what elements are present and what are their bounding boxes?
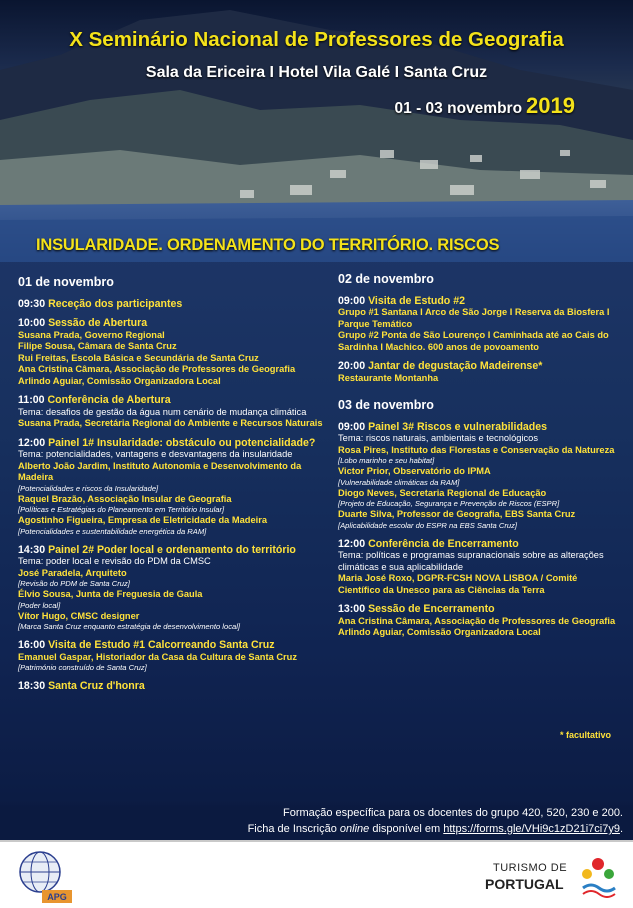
event-detail-line: [Políticas e Estratégias do Planeamento em Território Insular] bbox=[18, 505, 225, 514]
event-title-text: Santa Cruz d'honra bbox=[48, 680, 145, 692]
turismo-flower-icon bbox=[577, 854, 619, 898]
day-heading-1: 01 de novembro bbox=[18, 275, 114, 289]
registration-link[interactable]: https://forms.gle/VHi9c1zD21i7ci7y9 bbox=[443, 823, 620, 835]
event-detail-line: Alberto João Jardim, Instituto Autonomia e Desenvolvimento da Madeira bbox=[18, 460, 302, 482]
event-dates bbox=[395, 93, 575, 119]
seminar-theme: INSULARIDADE. ORDENAMENTO DO TERRITÓRIO. RISCOS bbox=[36, 236, 500, 254]
event-title bbox=[18, 680, 328, 693]
event-time: 18:30 bbox=[18, 680, 46, 692]
event-time: 09:30 bbox=[18, 297, 46, 310]
apg-logo bbox=[14, 846, 74, 906]
event-time: 14:30 bbox=[18, 543, 46, 556]
footer-logos bbox=[0, 840, 633, 908]
program-event bbox=[18, 394, 328, 430]
event-time: 09:00 bbox=[338, 420, 366, 433]
program-column-right bbox=[338, 274, 620, 646]
venue-line: Sala da Ericeira I Hotel Vila Galé I Santa Cruz bbox=[145, 64, 488, 81]
event-detail-line: Diogo Neves, Secretaria Regional de Educação bbox=[338, 487, 547, 498]
event-detail-line: Grupo #1 Santana I Arco de São Jorge I Reserva da Biosfera I Parque Temático bbox=[338, 307, 610, 329]
event-time: 20:00 bbox=[338, 360, 366, 372]
event-title-text: Conferência de Abertura bbox=[47, 394, 171, 406]
seminar-title: X Seminário Nacional de Professores de Geografia bbox=[69, 28, 564, 51]
event-detail-line: [Aplicabilidade escolar do ESPR na EBS Santa Cruz] bbox=[338, 520, 517, 530]
event-title-text: Visita de Estudo #2 bbox=[368, 294, 466, 307]
event-time: 09:00 bbox=[338, 294, 366, 307]
event-detail-line: [Vulnerabilidade climáticas da RAM] bbox=[338, 477, 460, 487]
program-event bbox=[338, 538, 620, 597]
event-title-text: Painel 1# Insularidade: obstáculo ou potencialidade? bbox=[48, 436, 316, 449]
event-title bbox=[338, 603, 620, 616]
event-detail-line: Maria José Roxo, DGPR-FCSH NOVA LISBOA / Comité Científico da Unesco para as Ciências da Terra bbox=[338, 573, 578, 595]
event-detail-line: Raquel Brazão, Associação Insular de Geografia bbox=[18, 493, 232, 504]
event-list-day-2 bbox=[338, 295, 620, 385]
event-detail-line: Tema: riscos naturais, ambientais e tecnológicos bbox=[338, 433, 538, 443]
event-title bbox=[18, 394, 328, 407]
facultativo-note: * facultativo bbox=[560, 730, 612, 740]
event-detail-line: Vítor Hugo, CMSC designer bbox=[18, 610, 140, 621]
event-title bbox=[18, 544, 328, 557]
event-detail-line: Tema: poder local e revisão do PDM da CMSC bbox=[18, 556, 211, 566]
event-title bbox=[338, 360, 620, 373]
program-event bbox=[18, 639, 328, 673]
event-time: 12:00 bbox=[338, 537, 366, 550]
registration-note bbox=[248, 823, 623, 835]
event-detail-line: Agostinho Figueira, Empresa de Eletricidade da Madeira bbox=[18, 515, 268, 525]
event-detail-line: Susana Prada, Governo Regional bbox=[18, 329, 165, 340]
date-range: 01 - 03 novembro bbox=[394, 100, 523, 117]
event-title-text: Visita de Estudo #1 Calcorreando Santa Cruz bbox=[48, 639, 275, 651]
event-time: 12:00 bbox=[18, 436, 46, 449]
event-time: 16:00 bbox=[18, 639, 46, 651]
event-title-text: Painel 3# Riscos e vulnerabilidades bbox=[368, 420, 548, 433]
event-detail-line: [Marca Santa Cruz enquanto estratégia de desenvolvimento local] bbox=[18, 622, 241, 631]
event-detail-line: [Poder local] bbox=[18, 600, 61, 610]
event-detail-line: Ana Cristina Câmara, Associação de Professores de Geografia bbox=[18, 364, 296, 374]
event-detail-line: Victor Prior, Observatório do IPMA bbox=[338, 466, 491, 476]
event-title bbox=[18, 298, 328, 311]
program-column-left bbox=[18, 277, 328, 700]
event-detail-line: Rosa Pires, Instituto das Florestas e Conservação da Natureza bbox=[338, 444, 615, 455]
event-detail-line: [Potencialidades e riscos da Insularidade] bbox=[18, 483, 159, 493]
program-event bbox=[338, 603, 620, 639]
event-detail-line: Élvio Sousa, Junta de Freguesia de Gaula bbox=[18, 589, 203, 599]
apg-text: APG bbox=[47, 892, 67, 902]
turismo-de-text: TURISMO DE bbox=[493, 862, 568, 874]
program-event bbox=[18, 544, 328, 633]
day-heading-3: 03 de novembro bbox=[338, 398, 434, 412]
event-detail-line: Tema: desafios de gestão da água num cenário de mudança climática bbox=[18, 406, 307, 417]
program-event bbox=[338, 295, 620, 354]
program-event bbox=[18, 680, 328, 693]
event-year: 2019 bbox=[526, 93, 575, 118]
program-event bbox=[338, 360, 620, 384]
event-detail-line: [Lobo marinho e seu habitat] bbox=[338, 456, 435, 465]
event-detail-line: José Paradela, Arquiteto bbox=[18, 567, 127, 578]
event-detail-line: [Potencialidades e sustentabilidade energética da RAM] bbox=[18, 526, 207, 536]
event-title bbox=[18, 437, 328, 450]
event-title-text: Conferência de Encerramento bbox=[368, 537, 519, 550]
turismo-portugal-logo bbox=[485, 850, 625, 900]
event-title-text: Sessão de Abertura bbox=[48, 317, 148, 329]
event-detail-line: Grupo #2 Ponta de São Lourenço I Caminhada até ao Cais do Sardinha I Machico. 600 anos de povoamento bbox=[338, 330, 609, 352]
registration-text-online: online bbox=[339, 823, 370, 835]
event-time: 13:00 bbox=[338, 603, 366, 615]
event-list-day-3 bbox=[338, 421, 620, 639]
event-title-text: Jantar de degustação Madeirense* bbox=[368, 360, 543, 372]
event-detail-line: [Património construído de Santa Cruz] bbox=[18, 663, 147, 672]
event-detail-line: Ana Cristina Câmara, Associação de Professores de Geografia bbox=[338, 615, 616, 626]
event-title bbox=[338, 295, 620, 308]
event-detail-line: Emanuel Gaspar, Historiador da Casa da Cultura de Santa Cruz bbox=[18, 651, 297, 662]
event-title bbox=[338, 421, 620, 434]
event-detail-line: Restaurante Montanha bbox=[338, 372, 439, 383]
program-event bbox=[338, 421, 620, 531]
event-detail-line: Susana Prada, Secretária Regional do Ambiente e Recursos Naturais bbox=[18, 418, 323, 428]
event-title-text: Painel 2# Poder local e ordenamento do território bbox=[48, 543, 296, 556]
registration-text-a: Ficha de Inscrição bbox=[247, 823, 340, 835]
event-title bbox=[338, 538, 620, 551]
event-title bbox=[18, 639, 328, 652]
program-event bbox=[18, 317, 328, 387]
event-time: 10:00 bbox=[18, 317, 46, 329]
event-detail-line: [Revisão do PDM de Santa Cruz] bbox=[18, 579, 130, 588]
event-detail-line: Tema: políticas e programas supranacionais sobre as alterações climáticas e sua aplicabilidade bbox=[338, 550, 604, 572]
event-detail-line: Arlindo Aguiar, Comissão Organizadora Local bbox=[18, 375, 221, 386]
day-heading-2: 02 de novembro bbox=[338, 272, 434, 286]
event-detail-line: [Projeto de Educação, Segurança e Prevenção de Riscos (ESPR] bbox=[338, 499, 560, 508]
event-detail-line: Arlindo Aguiar, Comissão Organizadora Local bbox=[338, 627, 541, 637]
event-detail-line: Duarte Silva, Professor de Geografia, EBS Santa Cruz bbox=[338, 509, 576, 519]
program-event bbox=[18, 437, 328, 537]
event-detail-line: Rui Freitas, Escola Básica e Secundária de Santa Cruz bbox=[18, 352, 259, 363]
event-title-text: Sessão de Encerramento bbox=[368, 603, 495, 615]
event-detail-line: Tema: potencialidades, vantagens e desvantagens da insularidade bbox=[18, 449, 293, 459]
training-note: Formação específica para os docentes do grupo 420, 520, 230 e 200. bbox=[282, 807, 623, 819]
registration-text-b: disponível em bbox=[369, 823, 444, 835]
portugal-text: PORTUGAL bbox=[485, 876, 564, 892]
event-title-text: Receção dos participantes bbox=[48, 297, 183, 310]
registration-text-end: . bbox=[619, 823, 623, 835]
event-time: 11:00 bbox=[18, 394, 45, 406]
program-event bbox=[18, 298, 328, 311]
event-list-day-1 bbox=[18, 298, 328, 693]
event-detail-line: Filipe Sousa, Câmara de Santa Cruz bbox=[18, 341, 177, 351]
event-title bbox=[18, 317, 328, 330]
